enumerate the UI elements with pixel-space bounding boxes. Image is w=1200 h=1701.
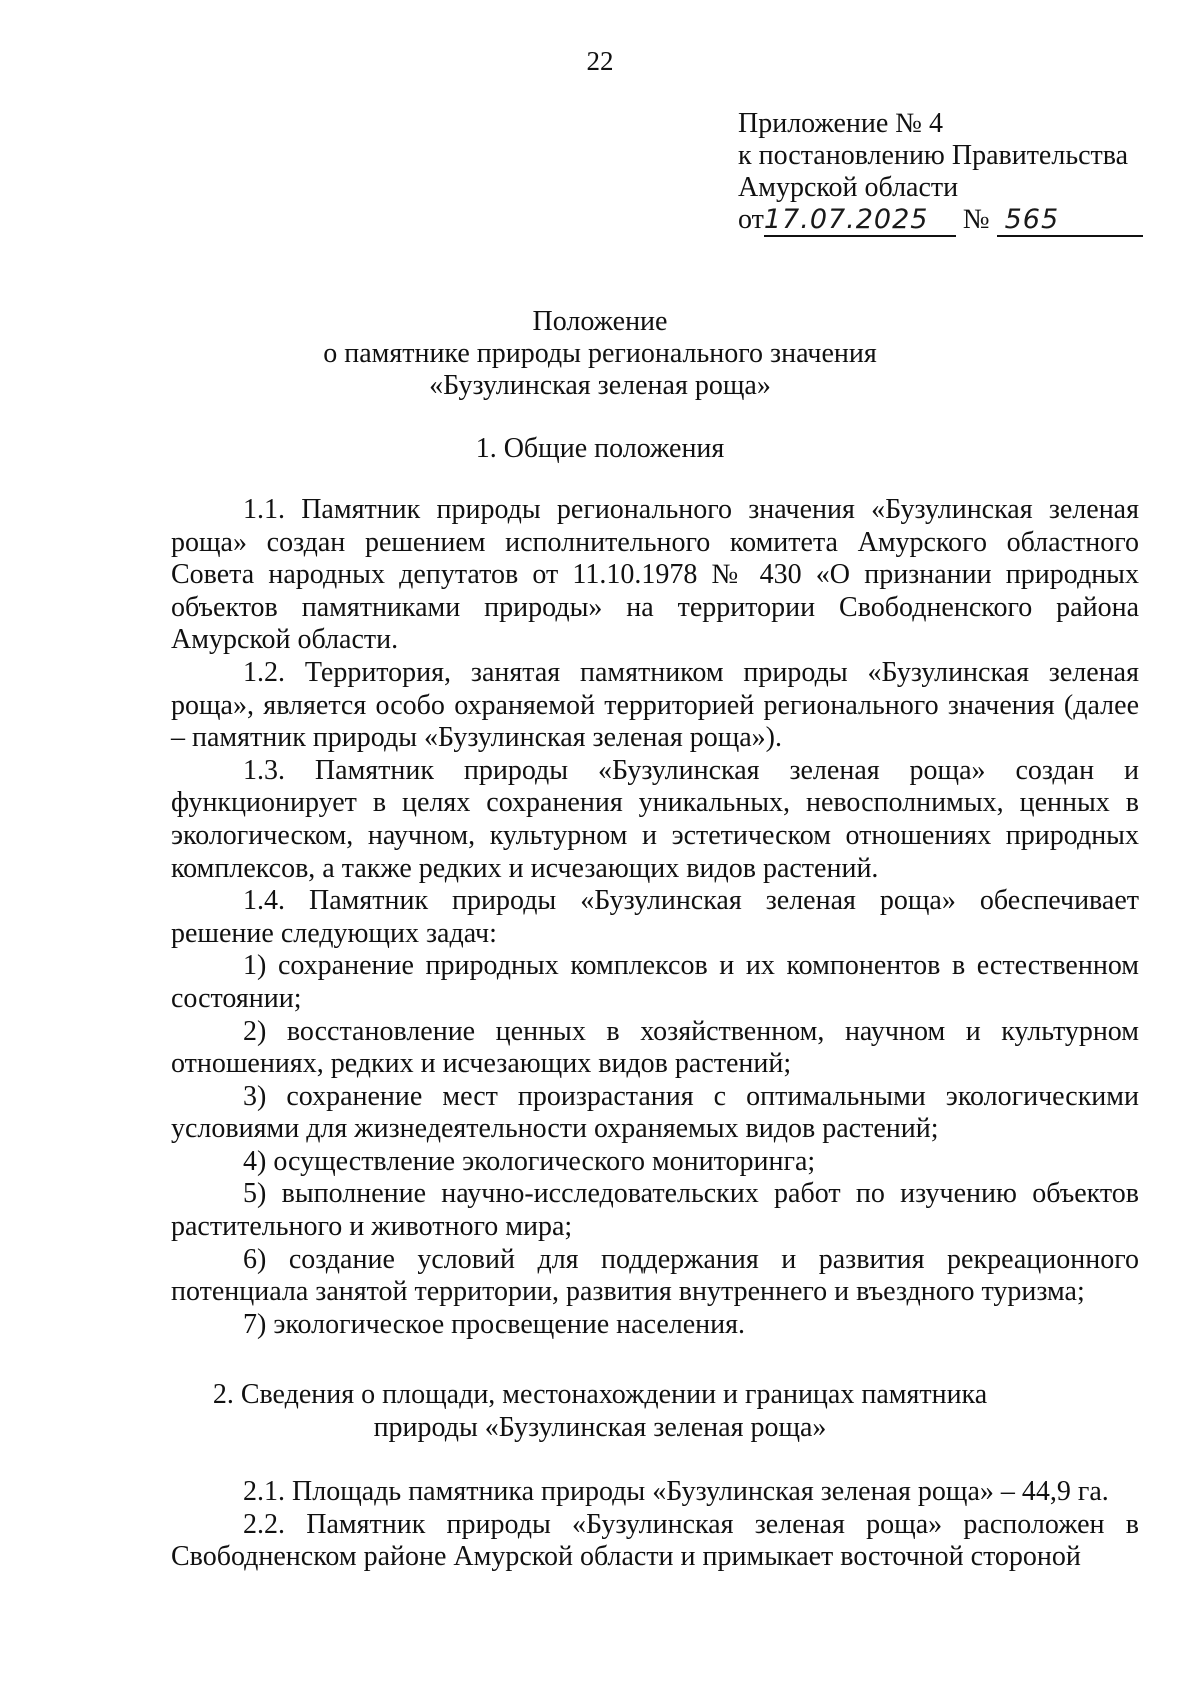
number-prefix: №	[962, 204, 990, 235]
task-item-7: 7) экологическое просвещение населения.	[243, 1308, 746, 1340]
section-1-heading: 1. Общие положения	[475, 433, 725, 464]
task-item-2: 2) восстановление ценных в хозяйственном, научном и культурном отношениях, редких и исчезающих видов растений;	[171, 1015, 1139, 1080]
appendix-block	[738, 108, 1143, 240]
paragraph-2-2: 2.2. Памятник природы «Бузулинская зеленая роща» расположен в Свободненском районе Амурской области и примыкает восточной стороной	[171, 1508, 1139, 1573]
paragraph-2-1: 2.1. Площадь памятника природы «Бузулинская зеленая роща» – 44,9 га.	[243, 1476, 1109, 1507]
section-2-heading-line-2: природы «Бузулинская зеленая роща»	[373, 1412, 827, 1443]
handwritten-number: 565	[997, 205, 1143, 237]
appendix-title: Приложение № 4	[738, 108, 943, 139]
section-1-body	[171, 494, 1139, 1341]
section-2-heading	[0, 1378, 1200, 1444]
title-line-3: «Бузулинская зеленая роща»	[429, 370, 771, 401]
section-2-body	[171, 1476, 1139, 1574]
task-item-6: 6) создание условий для поддержания и развития рекреационного потенциала занятой территории, развития внутреннего и въездного туризма;	[171, 1243, 1139, 1308]
appendix-region: Амурской области	[738, 172, 959, 203]
handwritten-date: 17.07.2025	[764, 205, 956, 237]
document-title	[0, 306, 1200, 402]
paragraph-1-4: 1.4. Памятник природы «Бузулинская зеленая роща» обеспечивает решение следующих задач:	[171, 885, 1139, 949]
paragraph-1-3: 1.3. Памятник природы «Бузулинская зеленая роща» создан и функционирует в целях сохранения уникальных, невосполнимых, ценных в экологическом, научном, культурном и эстетическом отношениях природных комплексов, а также редких и исчезающих видов растений.	[171, 754, 1139, 884]
task-item-1: 1) сохранение природных комплексов и их компонентов в естественном состоянии;	[171, 950, 1139, 1014]
title-line-2: о памятнике природы регионального значения	[323, 338, 877, 369]
appendix-date-number-line	[738, 204, 1143, 240]
task-item-5: 5) выполнение научно-исследовательских работ по изучению объектов растительного и животного мира;	[171, 1178, 1139, 1243]
date-prefix: от	[738, 204, 764, 235]
appendix-resolution-ref: к постановлению Правительства	[738, 140, 1129, 171]
title-line-1: Положение	[532, 306, 668, 337]
task-item-3: 3) сохранение мест произрастания с оптимальными экологическими условиями для жизнедеятельности охраняемых видов растений;	[171, 1080, 1139, 1145]
paragraph-1-2: 1.2. Территория, занятая памятником природы «Бузулинская зеленая роща», является особо охраняемой территорией регионального значения (далее – памятник природы «Бузулинская зеленая роща»).	[171, 656, 1139, 754]
section-2-heading-line-1: 2. Сведения о площади, местонахождении и границах памятника	[212, 1379, 988, 1410]
paragraph-1-1: 1.1. Памятник природы регионального значения «Бузулинская зеленая роща» создан решением исполнительного комитета Амурского областного Совета народных депутатов от 11.10.1978 № 430 «О признании природных объектов памятниками природы» на территории Свободненского района Амурской области.	[171, 494, 1139, 656]
page-number: 22	[586, 46, 614, 76]
task-item-4: 4) осуществление экологического мониторинга;	[243, 1145, 816, 1177]
